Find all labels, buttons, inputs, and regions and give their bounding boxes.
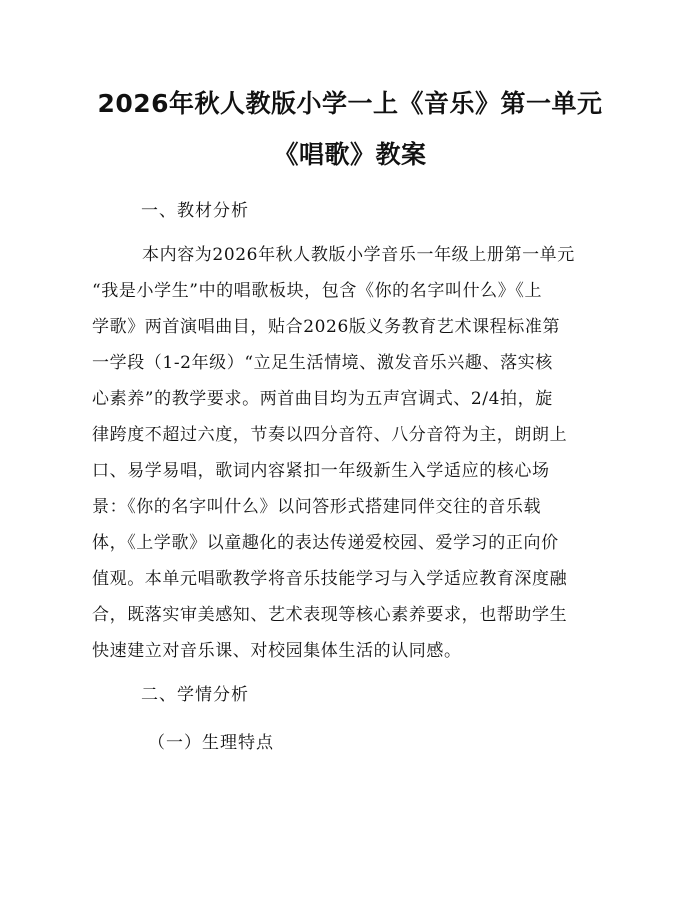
- section-heading-materials-analysis: 一、教材分析: [141, 201, 249, 221]
- paragraph-line: 律跨度不超过六度，节奏以四分音符、八分音符为主，朗朗上: [92, 425, 568, 445]
- paragraph-line: “我是小学生”中的唱歌板块，包含《你的名字叫什么》《上: [92, 281, 543, 301]
- paragraph-line: 景：《你的名字叫什么》以问答形式搭建同伴交往的音乐载: [92, 497, 542, 517]
- paragraph-line: 合，既落实审美感知、艺术表现等核心素养要求，也帮助学生: [92, 605, 568, 625]
- paragraph-line: 本内容为2026年秋人教版小学音乐一年级上册第一单元: [142, 245, 575, 265]
- paragraph-line: 快速建立对音乐课、对校园集体生活的认同感。: [92, 641, 462, 661]
- document-title-line-2: 《唱歌》教案: [273, 140, 427, 169]
- paragraph-line: 值观。本单元唱歌教学将音乐技能学习与入学适应教育深度融: [92, 569, 568, 589]
- paragraph-line: 学歌》两首演唱曲目，贴合2026版义务教育艺术课程标准第: [92, 317, 561, 337]
- section-heading-student-analysis: 二、学情分析: [141, 685, 249, 705]
- subsection-heading-physiological-traits: （一）生理特点: [148, 733, 274, 753]
- paragraph-line: 体，《上学歌》以童趣化的表达传递爱校园、爱学习的正向价: [92, 533, 559, 553]
- paragraph-line: 一学段（1-2年级）“立足生活情境、激发音乐兴趣、落实核: [92, 353, 553, 373]
- paragraph-line: 口、易学易唱，歌词内容紧扣一年级新生入学适应的核心场: [92, 461, 550, 481]
- document-title-line-1: 2026年秋人教版小学一上《音乐》第一单元: [97, 89, 603, 118]
- paragraph-line: 心素养”的教学要求。两首曲目均为五声宫调式、2/4拍，旋: [92, 389, 553, 409]
